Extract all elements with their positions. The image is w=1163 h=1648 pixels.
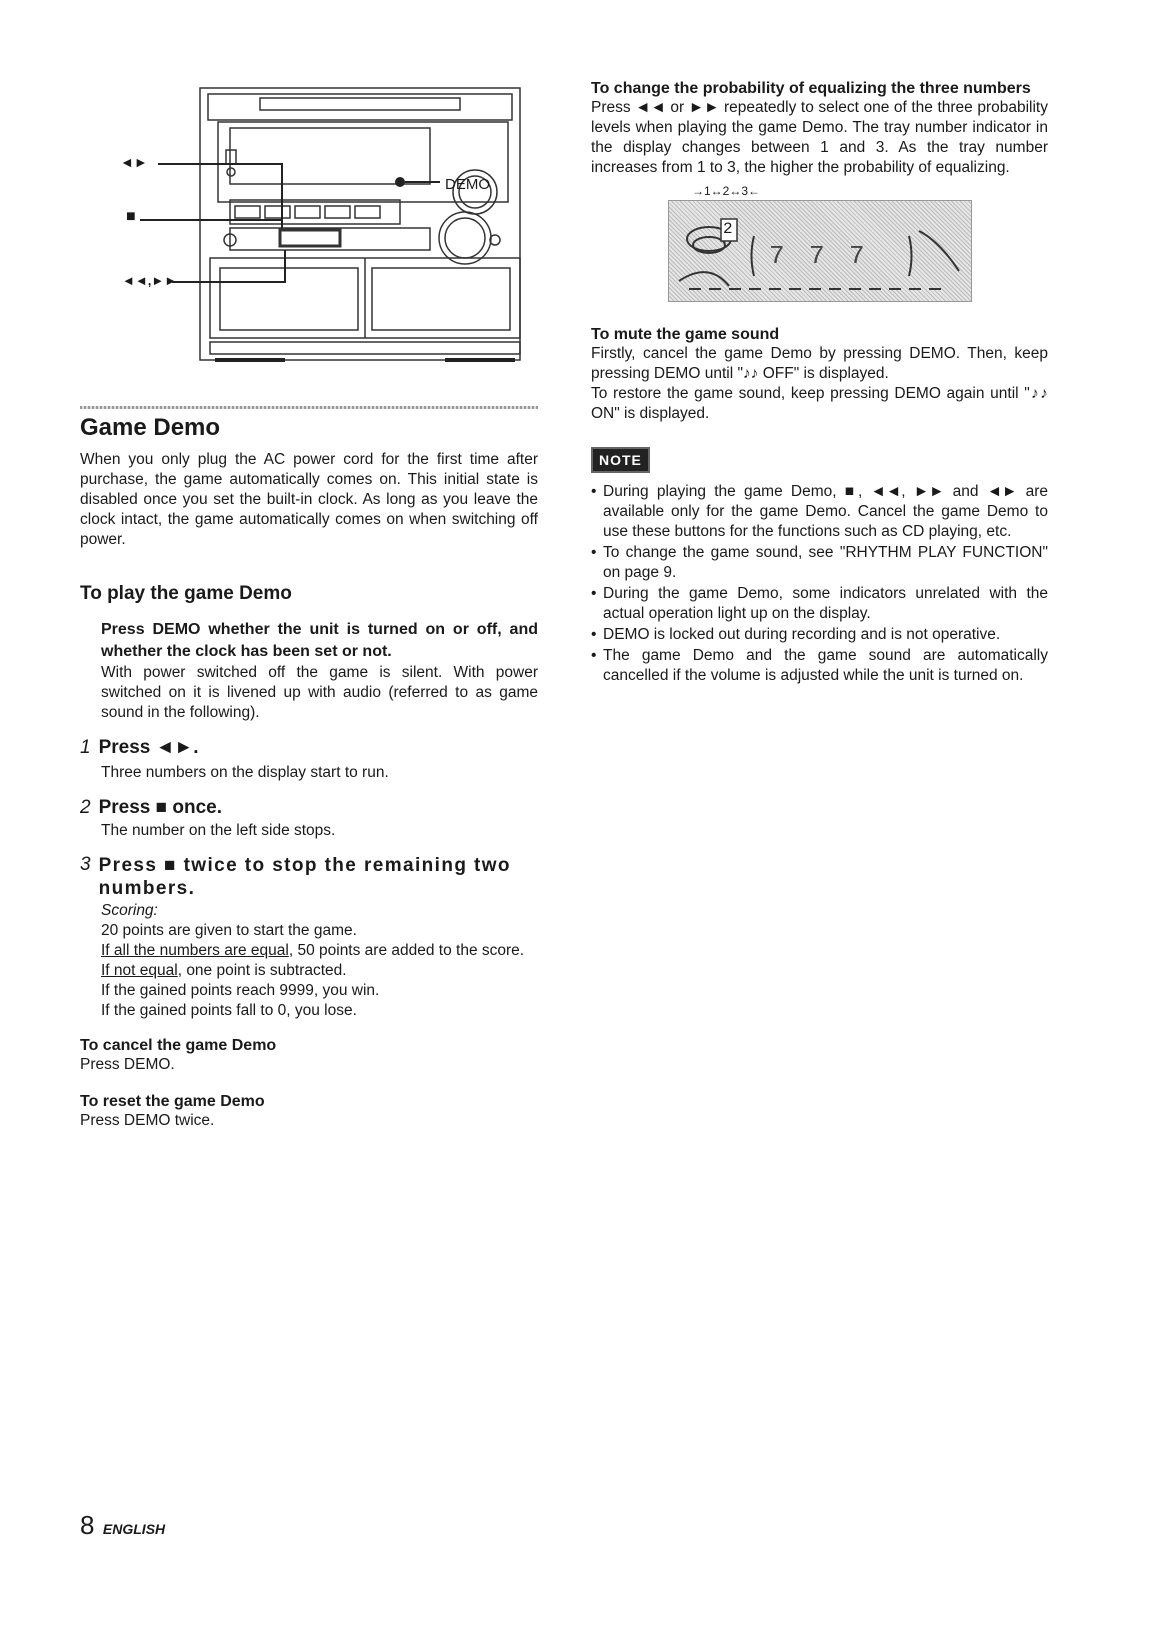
page-footer bbox=[80, 1510, 165, 1541]
probability-section bbox=[591, 80, 1048, 178]
step-title: Press ■ twice to stop the remaining two numbers. bbox=[98, 855, 511, 899]
scoring-line-1: 20 points are given to start the game. bbox=[101, 922, 357, 939]
svg-text:7: 7 bbox=[809, 241, 825, 271]
stereo-unit-illustration bbox=[110, 80, 530, 370]
note-item: • To change the game sound, see "RHYTHM PLAY FUNCTION" on page 9. bbox=[591, 543, 1048, 583]
svg-text:7: 7 bbox=[769, 241, 785, 271]
language-label: ENGLISH bbox=[102, 1521, 166, 1537]
note-item: • During playing the game Demo, ■, ◄◄, ►► and ◄► are available only for the game Demo. Cancel the game Demo to use these buttons for the functions such as CD playing, etc. bbox=[591, 482, 1048, 542]
step-1 bbox=[80, 737, 538, 783]
step-title: Press ◄►. bbox=[98, 737, 199, 758]
scoring-line-3-underlined: If not equal bbox=[101, 962, 178, 979]
notes-section bbox=[591, 452, 1048, 687]
intro-text: When you only plug the AC power cord for the first time after purchase, the game automatically comes on. This initial state is disabled once you set the built-in clock. As long as you leave the clock intact, the game automatically comes on when switching off power. bbox=[80, 451, 538, 548]
step-text: Three numbers on the display start to run. bbox=[101, 764, 389, 781]
play-instruction: Press DEMO whether the unit is turned on or off, and whether the clock has been set or not. bbox=[101, 621, 538, 660]
tray-indicator: →1↔2↔3← bbox=[692, 184, 761, 198]
note-item: • During the game Demo, some indicators unrelated with the actual operation light up on the display. bbox=[591, 584, 1048, 624]
section-rule bbox=[80, 406, 538, 409]
scoring-line-2-underlined: If all the numbers are equal bbox=[101, 942, 289, 959]
step-number: 2 bbox=[80, 797, 91, 818]
play-description: With power switched off the game is silent. With power switched on it is livened up with audio (referred to as game sound in the following). bbox=[101, 664, 538, 721]
stereo-figure bbox=[110, 80, 530, 370]
scoring-line-4: If the gained points reach 9999, you win. bbox=[101, 982, 380, 999]
cancel-text: Press DEMO. bbox=[80, 1056, 175, 1073]
lcd-graphic bbox=[669, 201, 971, 301]
callout-demo: DEMO bbox=[445, 176, 490, 193]
probability-heading: To change the probability of equalizing the three numbers bbox=[591, 80, 1031, 97]
lcd-display bbox=[668, 200, 972, 302]
scoring-line-5: If the gained points fall to 0, you lose. bbox=[101, 1002, 357, 1019]
mute-text-2: To restore the game sound, keep pressing DEMO again until "♪♪ ON" is displayed. bbox=[591, 385, 1048, 422]
reset-heading: To reset the game Demo bbox=[80, 1093, 265, 1110]
mute-text-1: Firstly, cancel the game Demo by pressing DEMO. Then, keep pressing DEMO until "♪♪ OFF" is displayed. bbox=[591, 345, 1048, 382]
step-2 bbox=[80, 797, 538, 841]
callout-skip: ◄◄,►► bbox=[122, 273, 178, 288]
step-number: 3 bbox=[80, 854, 91, 875]
note-badge: NOTE bbox=[591, 447, 650, 473]
scoring-line-3-rest: , one point is subtracted. bbox=[177, 962, 347, 979]
step-title: Press ■ once. bbox=[98, 797, 223, 818]
page-title: Game Demo bbox=[80, 414, 221, 441]
scoring-line-3 bbox=[101, 961, 538, 981]
note-item: • DEMO is locked out during recording and is not operative. bbox=[591, 625, 1048, 645]
reset-text: Press DEMO twice. bbox=[80, 1112, 215, 1129]
callout-stop: ■ bbox=[126, 208, 136, 225]
game-demo-section bbox=[80, 414, 538, 1131]
mute-section bbox=[591, 326, 1048, 424]
cancel-heading: To cancel the game Demo bbox=[80, 1037, 277, 1054]
scoring-line-2 bbox=[101, 941, 538, 961]
note-item: • The game Demo and the game sound are automatically cancelled if the volume is adjusted while the unit is turned on. bbox=[591, 646, 1048, 686]
step-3 bbox=[80, 854, 538, 1021]
display-figure bbox=[668, 184, 972, 302]
mute-heading: To mute the game sound bbox=[591, 326, 780, 343]
callout-play-pause: ◄► bbox=[120, 154, 148, 170]
step-number: 1 bbox=[80, 737, 91, 758]
play-heading: To play the game Demo bbox=[80, 583, 292, 604]
step-text: The number on the left side stops. bbox=[101, 822, 336, 839]
probability-text: Press ◄◄ or ►► repeatedly to select one of the three probability levels when playing the game Demo. The tray number indicator in the display changes between 1 and 3. As the tray number increases from 1 to 3, the higher the probability of equalizing. bbox=[591, 99, 1048, 176]
page-number: 8 bbox=[80, 1510, 95, 1540]
svg-text:7: 7 bbox=[849, 241, 865, 271]
scoring-line-2-rest: , 50 points are added to the score. bbox=[288, 942, 525, 959]
scoring-label: Scoring: bbox=[101, 902, 158, 919]
tray-digit: 2 bbox=[723, 220, 733, 238]
notes-list bbox=[591, 482, 1048, 686]
